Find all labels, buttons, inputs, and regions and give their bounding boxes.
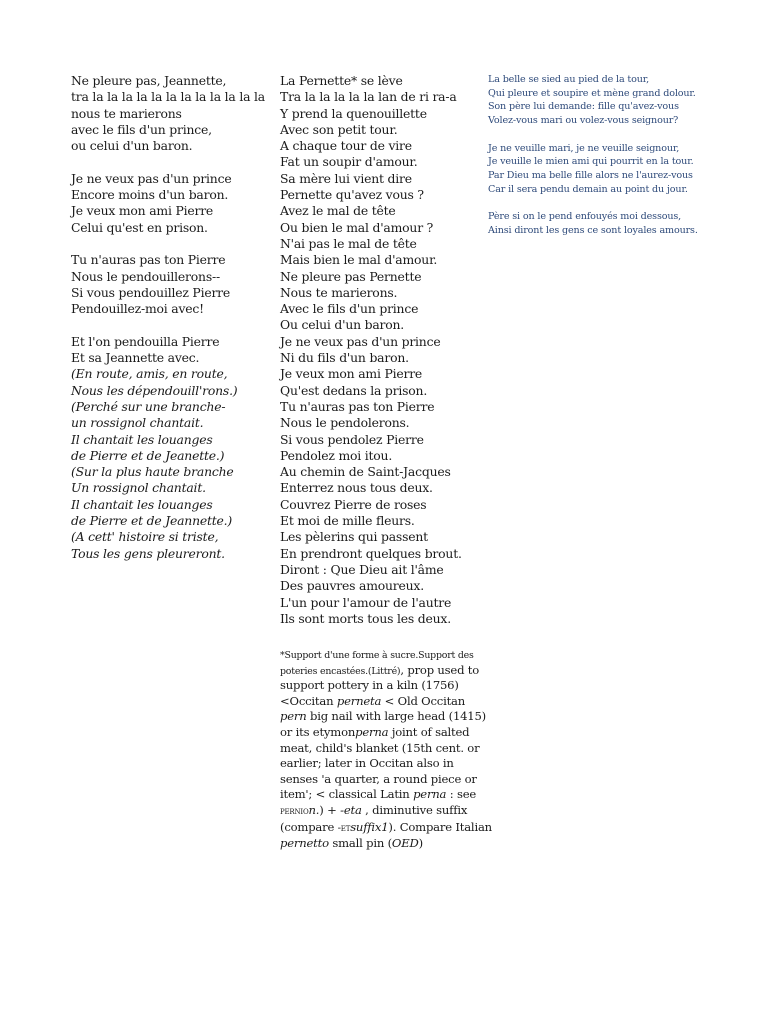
verse-line: Tu n'auras pas ton Pierre xyxy=(71,252,226,268)
verse-line: Pendolez moi itou. xyxy=(280,447,393,463)
stanza xyxy=(71,334,271,562)
verse-line: Volez-vous mari ou volez-vous seignour? xyxy=(488,115,679,127)
verse-line: (A cett' histoire si triste, xyxy=(71,529,219,545)
verse-line: Diront : Que Dieu ait l'âme xyxy=(280,561,444,577)
verse-line: Qu'est dedans la prison. xyxy=(280,382,428,398)
verse-line: Car il sera pendu demain au point du jour. xyxy=(488,183,688,195)
verse-line: Avez le mal de tête xyxy=(280,203,396,219)
poem-column-old-french xyxy=(488,73,728,251)
footnote-italic-term: perna xyxy=(355,724,389,739)
poem-column-jeannette xyxy=(71,73,271,578)
footnote-littre-definition: *Support d'une forme à sucre.Support des poteries encastées.(Littré) xyxy=(280,650,474,677)
footnote-italic-term: perneta xyxy=(336,693,382,708)
verse-line: (En route, amis, en route, xyxy=(71,366,228,382)
footnote-text: : see xyxy=(446,787,477,802)
verse-line: Y prend la quenouillette xyxy=(280,105,427,121)
verse-line: En prendront quelques brout. xyxy=(280,545,462,561)
verse-line: La Pernette* se lève xyxy=(280,73,403,88)
verse-line: Pendouillez-moi avec! xyxy=(71,301,204,317)
footnote-italic-term: pern xyxy=(280,709,307,724)
verse-line: Il chantait les louanges xyxy=(71,431,213,447)
verse-line: un rossignol chantait. xyxy=(71,415,204,431)
footnote-text: joint of salted meat, child's blanket (15th cent. or earlier; later in Occitan also in senses 'a quarter, a round piece or item'; < classical Latin xyxy=(280,724,480,802)
verse-line: Je ne veux pas d'un prince xyxy=(280,333,441,349)
verse-line: Tous les gens pleureront. xyxy=(71,545,225,561)
verse-line: Et l'on pendouilla Pierre xyxy=(71,333,220,349)
verse-line: avec le fils d'un prince, xyxy=(71,121,212,137)
verse-line: Je ne veuille mari, je ne veuille seignour, xyxy=(488,142,680,154)
verse-line: (Sur la plus haute branche xyxy=(71,464,234,480)
footnote-pernette-etymology xyxy=(280,647,492,852)
footnote-italic-term: -eta xyxy=(340,802,362,817)
verse-line: Un rossignol chantait. xyxy=(71,480,206,496)
verse-line: Pernette qu'avez vous ? xyxy=(280,187,424,203)
verse-line: Encore moins d'un baron. xyxy=(71,187,229,203)
footnote-small-caps-ref: -et xyxy=(337,822,351,834)
footnote-text: small pin ( xyxy=(328,836,392,851)
verse-line: Ainsi diront les gens ce sont loyales amours. xyxy=(488,224,698,236)
footnote-text: < Old Occitan xyxy=(381,693,466,708)
footnote-small-caps-ref: pernio xyxy=(280,805,309,817)
verse-line: ou celui d'un baron. xyxy=(71,138,193,154)
verse-line: Il chantait les louanges xyxy=(71,496,213,512)
verse-line: Nous les dépendouill'rons.) xyxy=(71,382,238,398)
verse-line: Ou bien le mal d'amour ? xyxy=(280,219,434,235)
verse-line: (Perché sur une branche- xyxy=(71,398,226,414)
verse-line: Je ne veux pas d'un prince xyxy=(71,170,232,186)
footnote-italic-term: pernetto xyxy=(280,836,329,851)
verse-line: Par Dieu ma belle fille alors ne l'aurez-vous xyxy=(488,169,693,181)
verse-line: Ne pleure pas, Jeannette, xyxy=(71,73,227,88)
footnote-text: big nail with large head (1415) or its etymon xyxy=(280,709,486,739)
verse-line: Celui qu'est en prison. xyxy=(71,219,208,235)
verse-line: Si vous pendolez Pierre xyxy=(280,431,424,447)
verse-line: Ni du fils d'un baron. xyxy=(280,350,409,366)
verse-line: Je veux mon ami Pierre xyxy=(71,203,214,219)
verse-line: Si vous pendouillez Pierre xyxy=(71,284,231,300)
verse-line: Au chemin de Saint-Jacques xyxy=(280,464,451,480)
verse-line: Je veuille le mien ami qui pourrit en la tour. xyxy=(488,156,694,168)
verse-line: Sa mère lui vient dire xyxy=(280,170,412,186)
stanza xyxy=(71,252,271,317)
verse-line: Ils sont morts tous les deux. xyxy=(280,610,451,626)
verse-line: Couvrez Pierre de roses xyxy=(280,496,427,512)
verse-line: Fat un soupir d'amour. xyxy=(280,154,418,170)
verse-line: Tu n'auras pas ton Pierre xyxy=(280,398,435,414)
verse-line: Nous te marierons. xyxy=(280,284,398,300)
stanza xyxy=(488,142,728,197)
stanza xyxy=(71,171,271,236)
verse-line: Nous le pendouillerons-- xyxy=(71,268,220,284)
verse-line: A chaque tour de vire xyxy=(280,138,412,154)
verse-line: nous te marierons xyxy=(71,105,182,121)
verse-line: tra la la la la la la la la la la la la xyxy=(71,89,265,105)
poem-column-pernette xyxy=(280,73,485,627)
footnote-italic-term: perna xyxy=(413,787,447,802)
footnote-text: , prop used to support pottery in a kiln (1756) <Occitan xyxy=(280,662,480,708)
verse-line: Père si on le pend enfouyés moi dessous, xyxy=(488,211,682,222)
stanza xyxy=(71,73,271,154)
stanza xyxy=(488,210,728,237)
verse-line: Je veux mon ami Pierre xyxy=(280,366,423,382)
verse-line: Avec son petit tour. xyxy=(280,121,398,137)
verse-line: Son père lui demande: fille qu'avez-vous xyxy=(488,101,679,113)
verse-line: Qui pleure et soupire et mène grand dolour. xyxy=(488,87,696,99)
verse-line: Enterrez nous tous deux. xyxy=(280,480,433,496)
verse-line: Et moi de mille fleurs. xyxy=(280,513,415,529)
stanza xyxy=(488,73,728,128)
footnote-italic-term: n. xyxy=(308,802,320,817)
verse-line: Les pèlerins qui passent xyxy=(280,529,428,545)
verse-line: Des pauvres amoureux. xyxy=(280,578,424,594)
footnote-text: ). Compare Italian xyxy=(388,819,492,834)
footnote-text: ) xyxy=(418,836,423,851)
verse-line: Et sa Jeannette avec. xyxy=(71,350,200,366)
verse-line: Mais bien le mal d'amour. xyxy=(280,252,438,268)
verse-line: Tra la la la la la lan de ri ra-a xyxy=(280,89,457,105)
verse-line: L'un pour l'amour de l'autre xyxy=(280,594,452,610)
verse-line: de Pierre et de Jeanette.) xyxy=(71,447,225,463)
verse-line: Ou celui d'un baron. xyxy=(280,317,405,333)
verse-line: Ne pleure pas Pernette xyxy=(280,268,422,284)
footnote-text: ) + xyxy=(319,802,341,817)
footnote-italic-term: OED xyxy=(391,836,419,851)
footnote-text: , diminutive suffix (compare xyxy=(280,802,468,834)
verse-line: Avec le fils d'un prince xyxy=(280,301,419,317)
verse-line: La belle se sied au pied de la tour, xyxy=(488,74,650,85)
footnote-italic-term: suffix1 xyxy=(350,819,389,834)
verse-line: Nous le pendolerons. xyxy=(280,415,410,431)
verse-line: de Pierre et de Jeannette.) xyxy=(71,513,233,529)
verse-line: N'ai pas le mal de tête xyxy=(280,235,417,251)
